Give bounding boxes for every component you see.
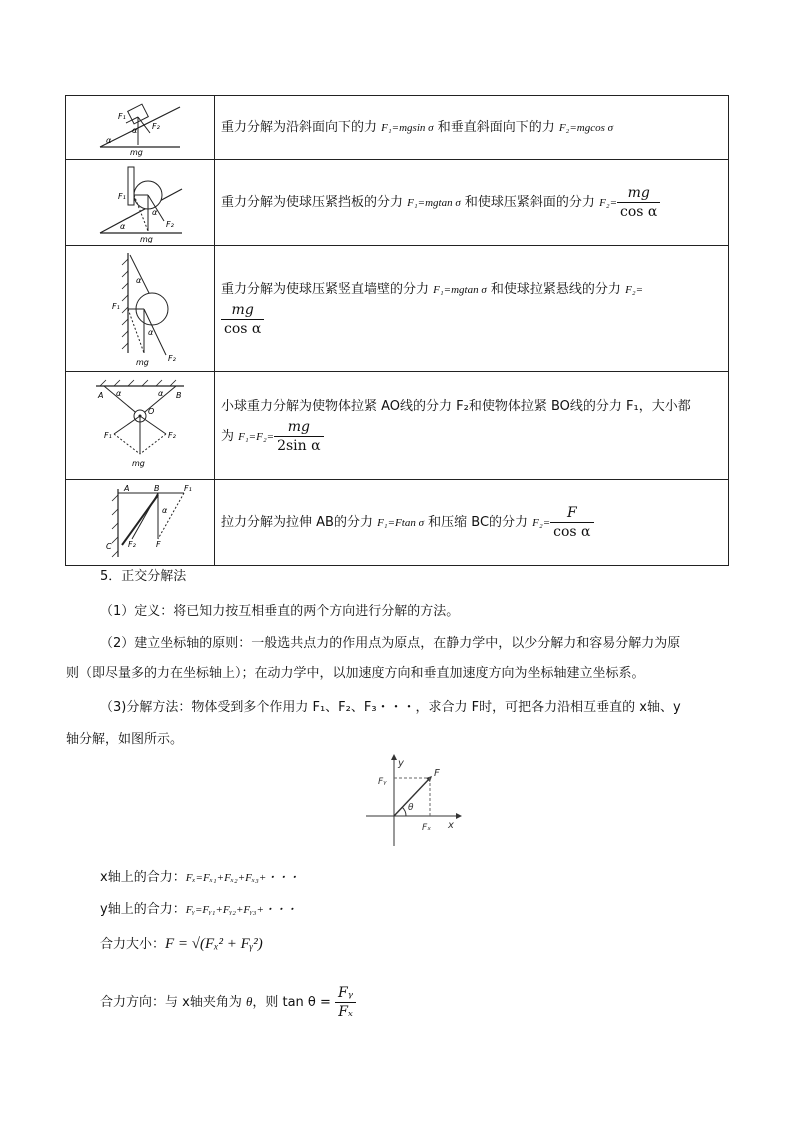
- decomposition-table: [65, 95, 729, 566]
- table-row: [66, 372, 729, 480]
- fraction: $\frac{F}{\text{cos α}}$: [550, 504, 593, 541]
- row-text: 拉力分解为拉伸 AB的分力 F₁=Ftan σ 和压缩 BC的分力 F₂= $\frac{F}{\text{cos α}}$: [215, 480, 729, 566]
- section-title: 5．正交分解法: [100, 569, 187, 584]
- table-row: [66, 480, 729, 566]
- principle-line-2: 则（即尽量多的力在坐标轴上）；在动力学中，以加速度方向和垂直加速度方向为坐标轴建立坐标系。: [66, 666, 645, 681]
- suspended-ball-diagram-cell: [66, 372, 215, 480]
- f2-label: F₂: [168, 430, 176, 440]
- alpha-label: α: [162, 505, 168, 515]
- mg-label: mg: [130, 147, 143, 157]
- ball-wall-figure: [70, 249, 210, 369]
- f1-label: F₁: [104, 430, 112, 440]
- fx-label: Fₓ: [422, 823, 432, 833]
- y-resultant-line: y轴上的合力：Fᵧ=Fᵧ₁+Fᵧ₂+Fᵧ₃+・・・: [100, 902, 297, 917]
- mg-label: mg: [140, 234, 153, 243]
- fraction: $\frac{mg}{\text{cos α}}$: [617, 184, 660, 221]
- alpha-label: α: [116, 388, 122, 398]
- row-text: 重力分解为使球压紧挡板的分力 F₁=mgtan σ 和使球压紧斜面的分力 F₂= $\frac{mg}{\text{cos α}}$: [215, 160, 729, 246]
- point-a-label: A: [124, 483, 130, 493]
- row-text: 重力分解为沿斜面向下的力 F₁=mgsin σ 和垂直斜面向下的力 F₂=mgcos σ: [215, 96, 729, 160]
- definition-paragraph: （1）定义：将已知力按互相垂直的两个方向进行分解的方法。: [100, 604, 460, 619]
- fy-label: Fᵧ: [378, 777, 387, 787]
- alpha-label: α: [148, 327, 154, 337]
- fraction: $\frac{mg}{\text{cos α}}$: [221, 301, 264, 338]
- x-resultant-line: x轴上的合力：Fₓ=Fₓ₁+Fₓ₂+Fₓ₃+・・・: [100, 870, 300, 885]
- ball-board-figure: [70, 163, 210, 243]
- orthogonal-axes-figure: [364, 752, 464, 848]
- ball-board-diagram-cell: [66, 160, 215, 246]
- alpha-label: α: [120, 221, 126, 231]
- point-o-label: O: [148, 406, 155, 416]
- table-row: [66, 160, 729, 246]
- f1-label: F₁: [118, 191, 126, 201]
- ball-wall-diagram-cell: [66, 246, 215, 372]
- method-line-2: 轴分解，如图所示。: [66, 732, 184, 747]
- alpha-label: α: [136, 275, 142, 285]
- f1-label: F₁: [112, 301, 120, 311]
- f2-label: F₂: [152, 121, 160, 131]
- table-row: [66, 96, 729, 160]
- alpha-label: α: [158, 388, 164, 398]
- alpha-label: α: [106, 135, 112, 145]
- y-axis-label: y: [398, 758, 404, 769]
- bracket-diagram-cell: [66, 480, 215, 566]
- incline-block-figure: [70, 99, 210, 157]
- f1-label: F₁: [118, 111, 126, 121]
- magnitude-line: 合力大小：F = √(Fₓ² + Fᵧ²): [100, 936, 263, 952]
- f2-label: F₂: [128, 539, 136, 549]
- method-line-1: （3)分解方法：物体受到多个作用力 F₁、F₂、F₃・・・，求合力 F时，可把各力沿相互垂直的 x轴、y: [100, 700, 681, 715]
- point-b-label: B: [176, 390, 182, 400]
- table-row: [66, 246, 729, 372]
- f2-label: F₂: [166, 219, 174, 229]
- point-a-label: A: [98, 390, 104, 400]
- f2-label: F₂: [168, 353, 176, 363]
- fraction: $\frac{mg}{\text{2sin α}}$: [274, 418, 324, 455]
- direction-line: 合力方向：与 x轴夹角为 θ，则 tan θ = $\frac{\text{Fᵧ}}{\text{Fₓ}}$: [100, 984, 730, 1021]
- suspended-ball-figure: [70, 376, 210, 476]
- point-b-label: B: [154, 483, 160, 493]
- incline-diagram-cell: [66, 96, 215, 160]
- row-text: 小球重力分解为使物体拉紧 AO线的分力 F₂和使物体拉紧 BO线的分力 F₁，大小都 为 F₁=F₂= $\frac{mg}{\text{2sin α}}$: [215, 372, 729, 480]
- alpha-label: α: [132, 125, 138, 135]
- principle-line-1: （2）建立坐标轴的原则：一般选共点力的作用点为原点，在静力学中，以少分解力和容易分解力为原: [100, 636, 681, 651]
- f-label: F: [434, 768, 440, 779]
- bracket-figure: [70, 483, 210, 563]
- point-c-label: C: [106, 541, 112, 551]
- theta-label: θ: [408, 803, 414, 813]
- fraction: $\frac{\text{Fᵧ}}{\text{Fₓ}}$: [335, 984, 356, 1021]
- mg-label: mg: [136, 357, 149, 367]
- row-text: 重力分解为使球压紧竖直墙壁的分力 F₁=mgtan σ 和使球拉紧悬线的分力 F₂= $\frac{mg}{\text{cos α}}$: [215, 246, 729, 372]
- f-label: F: [156, 539, 161, 549]
- x-axis-label: x: [448, 820, 454, 831]
- mg-label: mg: [132, 458, 145, 468]
- f1-label: F₁: [184, 483, 192, 493]
- alpha-label: α: [152, 207, 158, 217]
